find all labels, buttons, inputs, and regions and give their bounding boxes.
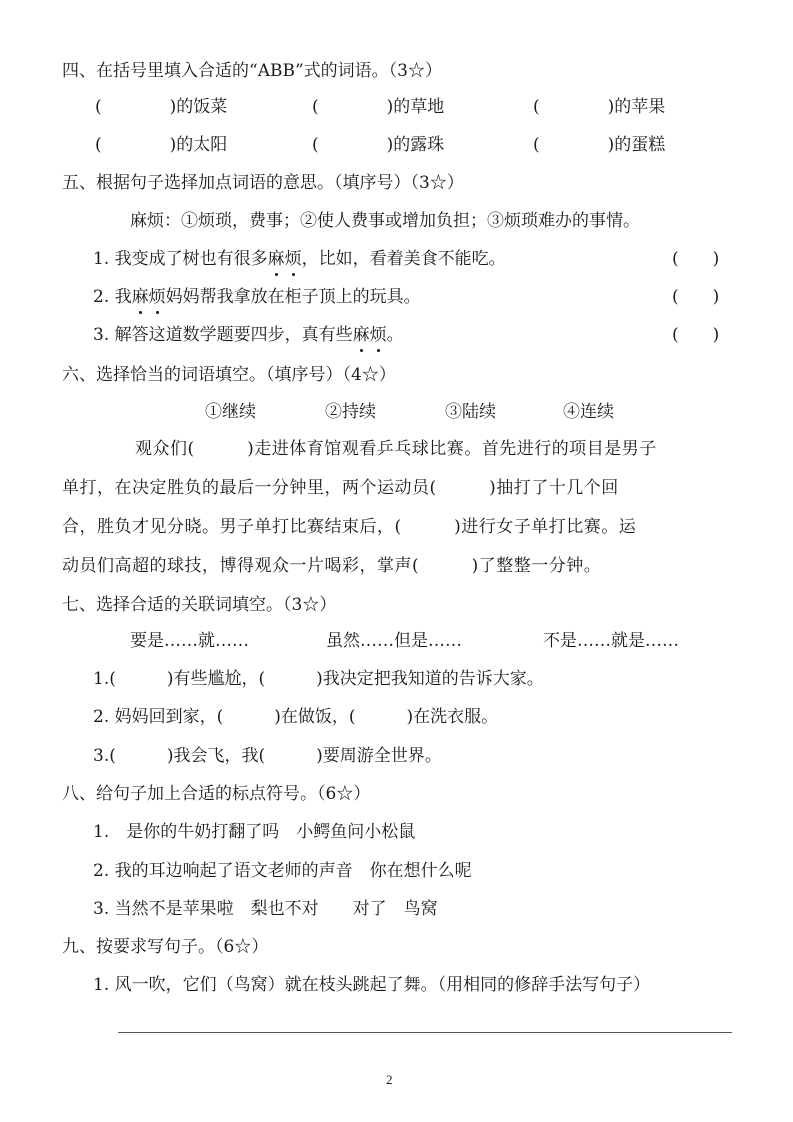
abb-blank-3[interactable]: ( )的苹果 — [533, 97, 666, 117]
section-9-heading: 九、按要求写句子。（6☆） — [62, 937, 269, 957]
option-2: ②持续 — [325, 402, 376, 422]
section-8-heading: 八、给句子加上合适的标点符号。（6☆） — [62, 784, 371, 804]
s5-answer-1[interactable]: ( ) — [672, 249, 720, 269]
s8-question-2: 2. 我的耳边响起了语文老师的声音 你在想什么呢 — [93, 861, 472, 881]
abb-blank-6[interactable]: ( )的蛋糕 — [533, 135, 666, 155]
option-1: ①继续 — [205, 402, 256, 422]
dotted-word: 麻烦 — [267, 249, 302, 269]
dotted-word: 麻烦 — [352, 325, 387, 345]
page-number: 2 — [386, 1072, 393, 1087]
option-3: ③陆续 — [445, 402, 496, 422]
definition-text: 麻烦：①烦琐，费事；②使人费事或增加负担；③烦琐难办的事情。 — [130, 211, 640, 231]
passage-line-2: 单打，在决定胜负的最后一分钟里，两个运动员( )抽打了十几个回 — [62, 478, 619, 498]
s5-question-3: 3. 解答这道数学题要四步，真有些麻烦。 — [93, 325, 404, 345]
s5-answer-2[interactable]: ( ) — [672, 287, 720, 307]
answer-line[interactable] — [118, 1032, 732, 1033]
option-4: ④连续 — [563, 402, 614, 422]
s8-question-3: 3. 当然不是苹果啦 梨也不对 对了 鸟窝 — [93, 899, 438, 919]
s7-question-3: 3.( )我会飞，我( )要周游全世界。 — [93, 746, 442, 766]
dotted-word: 麻烦 — [131, 287, 166, 307]
conjunction-option-3: 不是……就是…… — [543, 631, 679, 651]
s5-question-2: 2. 我麻烦妈妈帮我拿放在柜子顶上的玩具。 — [93, 287, 421, 307]
section-5-heading: 五、根据句子选择加点词语的意思。（填序号）（3☆） — [62, 173, 464, 193]
conjunction-option-1: 要是……就…… — [130, 631, 249, 651]
s5-question-1: 1. 我变成了树也有很多麻烦，比如，看着美食不能吃。 — [93, 249, 506, 269]
abb-blank-5[interactable]: ( )的露珠 — [312, 135, 445, 155]
abb-blank-4[interactable]: ( )的太阳 — [95, 135, 228, 155]
passage-line-3: 合，胜负才见分晓。男子单打比赛结束后，( )进行女子单打比赛。运 — [62, 517, 637, 537]
s5-answer-3[interactable]: ( ) — [672, 325, 720, 345]
section-6-heading: 六、选择恰当的词语填空。（填序号）（4☆） — [62, 365, 396, 385]
passage-line-1: 观众们( )走进体育馆观看乒乓球比赛。首先进行的项目是男子 — [135, 439, 657, 459]
s8-question-1: 1. 是你的牛奶打翻了吗 小鳄鱼问小松鼠 — [93, 822, 416, 842]
s7-question-1: 1.( )有些尴尬，( )我决定把我知道的告诉大家。 — [93, 669, 544, 689]
s7-question-2: 2. 妈妈回到家，( )在做饭，( )在洗衣服。 — [93, 707, 499, 727]
passage-line-4: 动员们高超的球技，博得观众一片喝彩，掌声( )了整整一分钟。 — [62, 556, 602, 576]
abb-blank-1[interactable]: ( )的饭菜 — [95, 97, 228, 117]
abb-blank-2[interactable]: ( )的草地 — [312, 97, 445, 117]
section-7-heading: 七、选择合适的关联词填空。（3☆） — [62, 595, 337, 615]
s9-question-1: 1. 风一吹，它们（鸟窝）就在枝头跳起了舞。（用相同的修辞手法写句子） — [93, 975, 651, 995]
conjunction-option-2: 虽然……但是…… — [326, 631, 462, 651]
section-4-heading: 四、在括号里填入合适的“ABB”式的词语。（3☆） — [62, 61, 442, 81]
